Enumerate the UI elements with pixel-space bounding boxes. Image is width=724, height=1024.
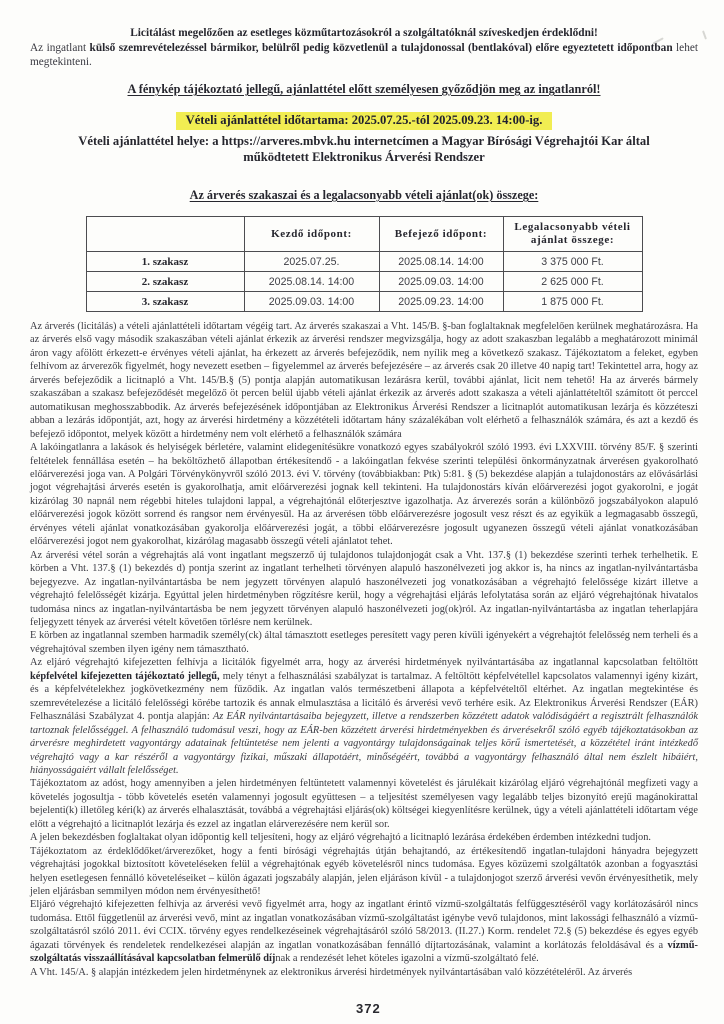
stage-name-cell: 2. szakasz bbox=[86, 272, 244, 292]
stage-value-cell: 3 375 000 Ft. bbox=[503, 252, 642, 272]
photo-notice: A fénykép tájékoztató jellegű, ajánlattétel előtt személyesen győződjön meg az ingatlanról! bbox=[127, 82, 601, 96]
text-run: Az ingatlant bbox=[30, 42, 90, 54]
table-header-row bbox=[86, 217, 642, 252]
stage-value-cell: 2025.07.25. bbox=[244, 252, 379, 272]
table-header-cell: Kezdő időpont: bbox=[244, 217, 379, 252]
paragraph bbox=[30, 966, 698, 979]
text-run: Eljáró végrehajtó kifejezetten felhívja az árverési vevő figyelmét arra, hogy az ingatlant érintő vízmű-szolgáltatás felfüggesztéséről vagy korlátozásáról nincs tudomása. Ettől függetlenül az árverési vevő, mint az ingatlan vonatkozásában vízmű-szolgáltatást igénybe vevő tulajdonos, mint lakossági felhasználó a vízmű-szolgáltatásról szóló 2011. évi CCIX. törvény egyes rendelkezéseinek végrehajtásáról szóló 58/2013. (II.27.) Korm. rendelet 72.§ (5) bekezdése és egyes egyéb ágazati törvények és rendeletek rendelkezései alapján az ingatlan vonatkozásában fennálló díjtartozásának, valamint a korlátozás feloldásával és a bbox=[30, 899, 698, 951]
utility-debt-notice: Licitálást megelőzően az esetleges közműtartozásokról a szolgáltatóknál szíveskedjen érdeklődni! bbox=[130, 27, 598, 39]
paragraph bbox=[30, 845, 698, 899]
text-run: nak a rendezését lehet köteles igazolni a vízmű-szolgáltató felé. bbox=[275, 953, 539, 965]
stage-value-cell: 2025.09.03. 14:00 bbox=[244, 292, 379, 312]
table-row bbox=[86, 272, 642, 292]
text-run: külső szemrevételezéssel bármikor, belülről pedig közvetlenül a tulajdonossal (bentlakóval) előre egyeztetett időpontban bbox=[89, 42, 673, 54]
page-number: 372 bbox=[356, 1001, 381, 1016]
stage-value-cell: 2025.08.14. 14:00 bbox=[244, 272, 379, 292]
stage-value-cell: 2025.09.23. 14:00 bbox=[379, 292, 503, 312]
paragraph bbox=[30, 777, 698, 831]
text-run: vízmű-szolgáltatás visszaállításával kapcsolatban felmerülő díj bbox=[30, 939, 698, 965]
text-run: Az eljáró végrehajtó kifejezetten felhívja a licitálók figyelmét arra, hogy az árverési hirdetmények nyilvántartásába az ingatlannal kapcsolatban feltöltött bbox=[30, 657, 698, 669]
stages-table bbox=[86, 216, 643, 312]
text-run: Az árverési vétel során a végrehajtás alá vont ingatlant megszerző új tulajdonos tulajdonjogát csak a Vht. 137.§ (1) bekezdése szerinti terhek terhelhetik. E körben a Vht. 137.§ (1) bekezdés d) pontja szerint az ingatlant terhelheti törvényen alapuló haszonélvezeti jog akkor is, ha nincs az ingatlan-nyilvántartásba bejegyezve. Az ingatlan-nyilvántartásba be nem jegyzett törvényen alapuló haszonélvezeti jog vonatkozásában a végrehajtó felelőssége kizárt illetve a végrehajtó felelősségét kizárja. Egyúttal jelen hirdetményben rögzítésre kerül, hogy a végrehajtási eljárás lefolytatása során az eljáró végrehajtónak hivatalos tudomása nincs az ingatlan-nyilvántartásba be nem jegyzett törvényen alapuló haszonélvezeti jog(ok)ról. Az ingatlan-nyilvántartásba az ingatlan teherlapjára feljegyzett tények az árverési vételt követően törlésre nem kerülnek. bbox=[30, 549, 698, 628]
text-run: A Vht. 145/A. § alapján intézkedem jelen hirdetménynek az elektronikus árverési hirdetmények nyilvántartásában való közzétételéről. Az árverés bbox=[30, 966, 633, 978]
stage-value-cell: 1 875 000 Ft. bbox=[503, 292, 642, 312]
stage-value-cell: 2 625 000 Ft. bbox=[503, 272, 642, 292]
stages-table-body bbox=[86, 252, 642, 312]
bid-place: Vételi ajánlattétel helye: a https://arveres.mbvk.hu internetcímen a Magyar Bírósági Végrehajtói Kar által működtetett Elektronikus Árverési Rendszer bbox=[78, 134, 650, 164]
paragraph bbox=[30, 320, 698, 441]
table-header-cell: Legalacsonyabb vételi ajánlat összege: bbox=[503, 217, 642, 252]
text-run: Tájékoztatom az érdeklődőket/árverezőket, hogy a fenti bírósági végrehajtás útján behajtandó, az értékesítendő ingatlan-tulajdoni hányadra bejegyzett végrehajtási jogokkal biztosított követeléseken felül a végrehajtónak egyéb követelésről nincs tudomása. Egyes közüzemi szolgáltatók azonban a fogyasztási helyen esetlegesen fennálló követeléseiket – külön ágazati jogszabály alapján, jelen eljáráson kívül - a tulajdonjogot szerző árverési vevőn érvényesíthetik, mely jelen eljárásban semmilyen módon nem érvényesíthető! bbox=[30, 845, 698, 898]
text-run: lehet megtekinteni. bbox=[30, 42, 698, 68]
text-run: A jelen bekezdésben foglaltakat olyan időpontig kell teljesíteni, hogy az eljáró végrehajtó a licitnapló lezárása érdekében érdemben intézkedni tudjon. bbox=[30, 832, 651, 844]
text-run: Az EÁR nyilvántartásaiba bejegyzett, illetve a rendszerben közzétett adatok valódiságáért a regisztrált felhasználók tartoznak felelősséggel. A felhasználó tudomásul veszi, hogy az EÁR-ben közzétett árverési hirdetményekben és árverésekről szóló egyéb tájékoztatásokban az árverésre meghirdetett vagyontárgy adatainak feltüntetése nem jelenti a vagyontárgy tulajdonságainak teljes körű ismertetését, a közzététel iránt intézkedő végrehajtó vagy a kar részéről a vagyontárgy fizikai, műszaki állapotáért, minőségéért, továbbá a vagyontárgy felhasználó által nem észlelt hibáiért, hiányosságaiért vállalt felelősséget. bbox=[30, 711, 698, 776]
viewing-info bbox=[30, 41, 698, 69]
text-run: Tájékoztatom az adóst, hogy amennyiben a jelen hirdetményen feltüntetett valamennyi követelést és járulékait kizárólag eljáró végrehajtónál megfizeti vagy a követelés jogosultja - több követelés esetén valamennyi jogosult együttesen – a teljesítést személyesen vagy legalább teljes bizonyító erejű magánokirattal bejelenti(k) illetőleg kéri(k) az árverés elhalasztását, továbbá a végrehajtási eljárás(ok) költségei kiegyenlítésre kerülnek, úgy a vételi ajánlattételi időtartam vége előtt a végrehajtó a licitnaplót lezárja és ezzel az ingatlan elárverezésére nem kerül sor. bbox=[30, 778, 698, 830]
table-header-cell bbox=[86, 217, 244, 252]
stage-name-cell: 3. szakasz bbox=[86, 292, 244, 312]
text-run: A lakóingatlanra a lakások és helyiségek bérletére, valamint elidegenítésükre vonatkozó egyes szabályokról szóló 1993. évi LXXVIII. törvény 85/F. § szerinti feltételek fennállása esetén – ha beköltözhető állapotban értékesítendő - a lakóingatlan fekvése szerinti települési önkormányzatnak árverésen gyakorolható előárverezési joga van. A Polgári Törvénykönyvről szóló 2013. évi V. törvény (továbbiakban: Ptk) 5:81. § (5) bekezdése alapján a tulajdonostárs az elővásárlási jogot végrehajtási árverés esetén is gyakorolhatja, amit előárverezési jognak kell tekinteni. Ha tulajdonostárs kíván előárverezési jogot gyakorolni, e jogát kizárólag 30 napnál nem régebbi hiteles tulajdoni lappal, a végrehajtónál előterjesztve igazolhatja. Az árverezés során a különböző jogszabályokon alapuló előárverezési jogok között sorrend és rangsor nem érvényesül. Ha az árverésen több előárverezésre jogosult vesz részt és az egyikük a legmagasabb összegű, érvényes vételi ajánlat vonatkozásában gyakorolja előárverezési jogát, a többi előárverezésre jogosult ugyanezen összegű vételi ajánlat vonatkozásában előárverezési jogot nem gyakorolhat, kizárólag magasabb összegű vételi ajánlatot tehet. bbox=[30, 442, 698, 548]
scan-artifact-mark bbox=[702, 30, 707, 39]
bid-period-row bbox=[30, 111, 698, 130]
paragraph bbox=[30, 831, 698, 844]
stage-value-cell: 2025.09.03. 14:00 bbox=[379, 272, 503, 292]
stages-title: Az árverés szakaszai és a legalacsonyabb vételi ajánlat(ok) összege: bbox=[189, 188, 539, 202]
text-run: mely tényt a felhasználási szabályzat is tartalmaz. A feltöltött képfelvétellel kapcsolatos valamennyi igény kizárt, és a képfelvételekhez jogkövetkezmény nem fűződik. Az ingatlan valós természetbeni állapota a képfelvételtől eltérhet. Az ingatlan megtekintése és szemrevételezése a licitáló felelősségi körébe tartozik és annak elmulasztása a licitáló és árverési vevő terhére esik. Az Elektronikus Árverési Rendszer (EÁR) Felhasználási Szabályzat 4. pontja alapján: bbox=[30, 670, 698, 723]
text-run: Az árverés (licitálás) a vételi ajánlattételi időtartam végéig tart. Az árverés szakaszai a Vht. 145/B. §-ban foglaltaknak megfelelően kerülnek meghatározásra. Ha az árverés első vagy második szakaszában vételi ajánlat érkezik az árverési rendszer megvizsgálja, hogy az adott szakaszban legalább a meghatározott minimál áron vagy afölött érkezett-e érvényes vételi ajánlat, ha érkezett az árverés befejeződik, nem nyílik meg a következő szakasz. Tájékoztatom a feleket, egyben felhívom az árverezők figyelmét, hogy nevezett esetben – figyelemmel az árverés befejezésére – az árverés csak 20 illetve 40 napig tart! Tekintettel arra, hogy az árverés befejeződik a licitnapló a Vht. 145/B.§ (5) pontja alapján automatikusan lezárásra kerül, további ajánlat, licit nem tehető! Ha az árverés bármely szakaszában a szakasz befejeződését megelőző öt percen belül újabb vételi ajánlat érkezik az árverés adott szakasza a vételi ajánlattételtől számított öt perccel automatikusan meghosszabbodik. Az árverés befejezésének időpontjában az Elektronikus Árverési Rendszer a licitnaplót automatikusan lezárja és közzéteszi abban a lezárás időpontját, azt, hogy az árverési hirdetmény a közzétételi időtartam hány százalékában volt elérhető a felhasználók számára, és azt a kezdő és befejező időpontot, melyek között a hirdetmény nem volt elérhető a felhasználók számára bbox=[30, 321, 698, 440]
table-header-cell: Befejező időpont: bbox=[379, 217, 503, 252]
bid-period-highlight: Vételi ajánlattétel időtartama: 2025.07.25.-tól 2025.09.23. 14:00-ig. bbox=[176, 112, 553, 130]
paragraph bbox=[30, 549, 698, 630]
table-row bbox=[86, 292, 642, 312]
stage-value-cell: 2025.08.14. 14:00 bbox=[379, 252, 503, 272]
paragraph bbox=[30, 898, 698, 965]
text-run: képfelvétel kifejezetten tájékoztató jellegű, bbox=[30, 670, 220, 682]
paragraph bbox=[30, 656, 698, 777]
paragraph bbox=[30, 441, 698, 549]
stages-table-header bbox=[86, 217, 642, 252]
table-row bbox=[86, 252, 642, 272]
text-run: E körben az ingatlannal szemben harmadik személy(ck) által támasztott esetleges peresített vagy peren kívüli igényekért a végrehajtót felelősség nem terheli és a végrehajtóval szemben ilyen igény nem támasztható. bbox=[30, 630, 698, 655]
body-text bbox=[30, 320, 698, 979]
paragraph bbox=[30, 629, 698, 656]
stage-name-cell: 1. szakasz bbox=[86, 252, 244, 272]
